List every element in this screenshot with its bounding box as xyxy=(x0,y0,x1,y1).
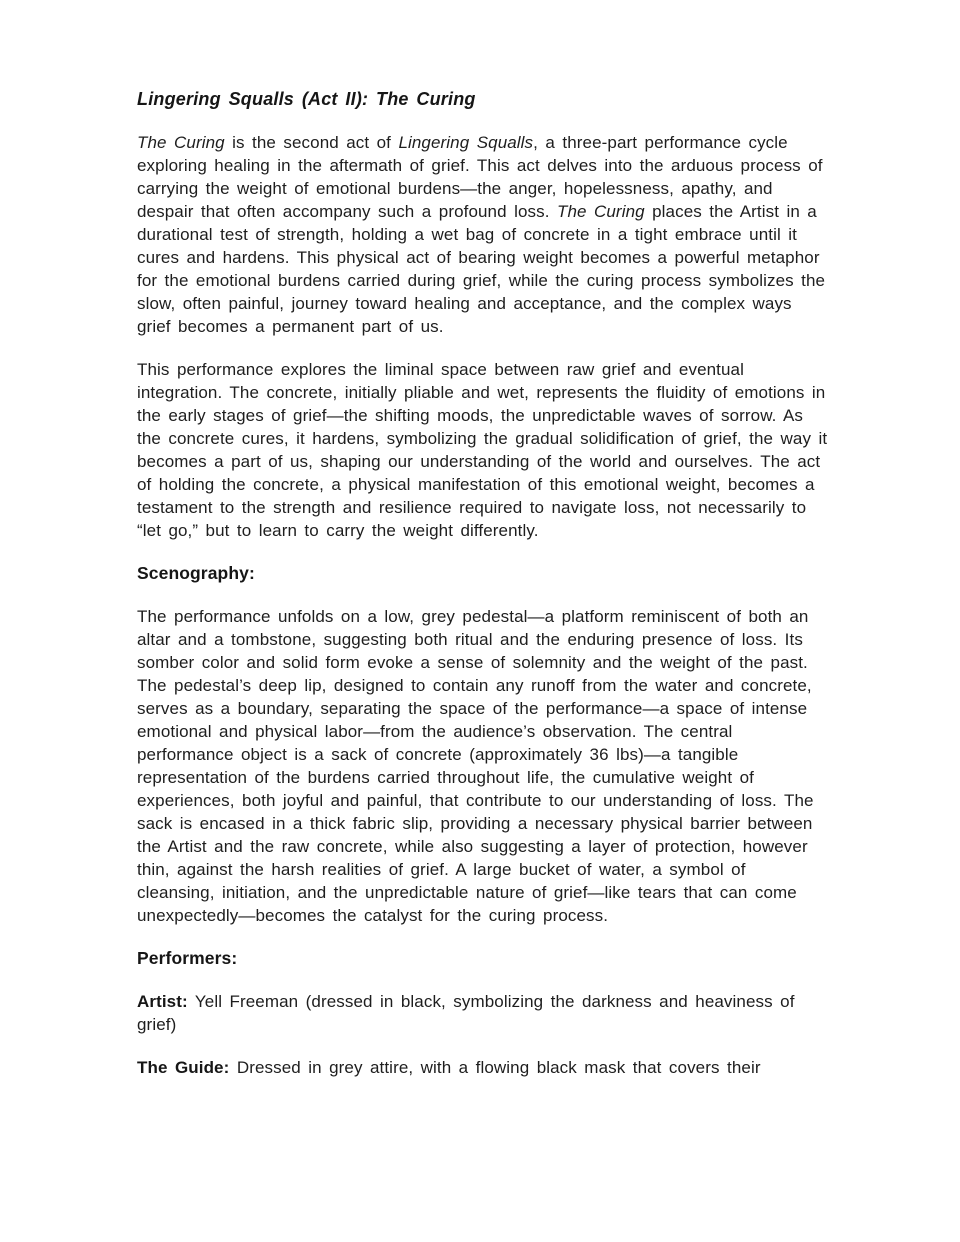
scenography-heading: Scenography: xyxy=(137,563,255,583)
work-title-italic: Lingering Squalls xyxy=(398,133,534,152)
work-title-italic: The Curing xyxy=(556,202,645,221)
text-run: is the second act of xyxy=(224,133,399,152)
document-title: Lingering Squalls (Act II): The Curing xyxy=(137,89,476,109)
text-run: Yell Freeman (dressed in black, symbolizing the darkness and heaviness of grief) xyxy=(137,992,795,1034)
paragraph-artist xyxy=(137,990,830,1036)
work-title-italic: The Curing xyxy=(137,133,225,152)
paragraph-scenography: The performance unfolds on a low, grey pedestal—a platform reminiscent of both an altar and a tombstone, suggesting both ritual and the enduring presence of loss. Its somber color and solid form evoke a sense of solemnity and the weight of the past. The pedestal’s deep lip, designed to contain any runoff from the water and concrete, serves as a boundary, separating the space of the performance—a space of intense emotional and physical labor—from the audience’s observation. The central performance object is a sack of concrete (approximately 36 lbs)—a tangible representation of the burdens carried throughout life, the cumulative weight of experiences, both joyful and painful, that contribute to our understanding of loss. The sack is encased in a thick fabric slip, providing a necessary physical barrier between the Artist and the raw concrete, while also suggesting a layer of protection, however thin, against the harsh realities of grief. A large bucket of water, a symbol of cleansing, initiation, and the unpredictable nature of grief—like tears that can come unexpectedly—becomes the catalyst for the curing process. xyxy=(137,607,814,925)
paragraph-guide xyxy=(137,1056,830,1079)
paragraph-concept: This performance explores the liminal space between raw grief and eventual integration. The concrete, initially pliable and wet, represents the fluidity of emotions in the early stages of grief—the shifting moods, the unpredictable waves of sorrow. As the concrete cures, it hardens, symbolizing the gradual solidification of grief, the way it becomes a part of us, shaping our understanding of the world and ourselves. The act of holding the concrete, a physical manifestation of this emotional weight, becomes a testament to the strength and resilience required to navigate loss, not necessarily to “let go,” but to learn to carry the weight differently. xyxy=(137,360,828,540)
artist-label: Artist: xyxy=(137,992,188,1011)
text-run: , a three-part performance cycle exploring healing in the aftermath of grief. This act delves into the arduous process of carrying the weight of emotional burdens—the anger, hopelessness, apathy, and despair that often accompany such a profound loss. xyxy=(137,133,823,221)
text-run: Dressed in grey attire, with a flowing black mask that covers their xyxy=(229,1058,761,1077)
paragraph-overview xyxy=(137,131,830,338)
text-run: places the Artist in a durational test of strength, holding a wet bag of concrete in a tight embrace until it cures and hardens. This physical act of bearing weight becomes a powerful metaphor for the emotional burdens carried during grief, while the curing process symbolizes the slow, often painful, journey toward healing and acceptance, and the complex ways grief becomes a permanent part of us. xyxy=(137,202,826,336)
performers-heading: Performers: xyxy=(137,948,238,968)
guide-label: The Guide: xyxy=(137,1058,230,1077)
